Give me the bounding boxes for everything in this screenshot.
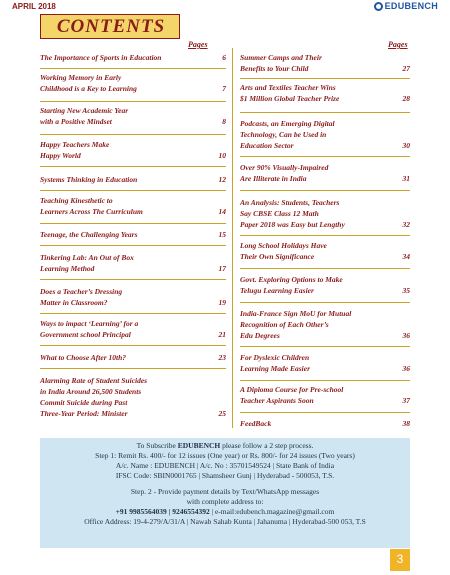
contents-banner [40,14,180,39]
toc-entry-page: 12 [218,175,226,184]
toc-entry-title: Arts and Textiles Teacher Wins $1 Million Global Teacher Prize [240,83,340,103]
pages-header-right: Pages [388,40,408,49]
toc-entry-page: 37 [402,396,410,405]
toc-entry-title: Summer Camps and Their Benefits to Your Child [240,53,322,73]
toc-entry-title: What to Choose After 10th? [40,353,126,362]
toc-entry-title: Teenage, the Challenging Years [40,230,138,239]
toc-entry-page: 38 [402,419,410,428]
toc-divider [240,268,410,269]
subscribe-intro-brand: EDUBENCH [177,441,221,450]
toc-entry-title: Starting New Academic Year with a Positive Mindset [40,106,129,126]
toc-divider [40,223,226,224]
subscribe-intro [40,441,410,451]
subscribe-step1: Step 1: Remit Rs. 400/- for 12 issues (One year) or Rs. 800/- for 24 issues (Two years) [95,451,355,460]
brand-name: EDUBENCH [384,1,438,11]
toc-entry[interactable] [40,52,226,63]
toc-entry-page: 35 [402,286,410,295]
subscription-panel [40,438,410,548]
toc-divider [40,101,226,102]
toc-entry-title: Podcasts, an Emerging Digital Technology, Can be Used in Education Sector [240,119,335,150]
toc-entry-page: 28 [402,94,410,103]
toc-entry-title: Alarming Rate of Student Suicides in India Around 26,500 Students Commit Suicide during Past Three-Year Period: Minister [40,376,148,418]
toc-entry-page: 27 [402,64,410,73]
toc-entry-page: 19 [218,298,226,307]
toc-entry-page: 17 [218,264,226,273]
subscribe-step2-line2: with complete address to: [186,497,264,506]
toc-divider [240,412,410,413]
toc-entry[interactable] [240,308,410,341]
toc-entry[interactable] [240,82,410,104]
toc-entry-title: Working Memory in Early Childhood is a Key to Learning [40,73,137,93]
subscribe-ifsc: IFSC Code: SBIN0001765 | Shamsheer Gunj | Hyderabad - 500053, T.S. [115,471,335,480]
toc-entry-page: 34 [402,252,410,261]
subscribe-intro-post: please follow a 2 step process. [220,441,314,450]
toc-entry[interactable] [240,162,410,184]
toc-entry-title: Over 90% Visually-Impaired Are Illiterate in India [240,163,329,183]
toc-entry-title: Ways to impact ‘Learning’ for a Government school Principal [40,319,139,339]
toc-entry[interactable] [240,240,410,262]
toc-entry-title: Tinkering Lab: An Out of Box Learning Method [40,253,134,273]
toc-divider [240,78,410,79]
toc-entry-page: 14 [218,207,226,216]
subscribe-phones[interactable]: +91 9985564039 | 9246554392 [115,507,210,516]
toc-entry[interactable] [240,384,410,406]
toc-entry-page: 15 [218,230,226,239]
subscribe-account: A/c. Name : EDUBENCH | A/c. No : 35701549524 | State Bank of India [115,461,335,470]
column-divider [232,48,233,428]
toc-entry[interactable] [40,105,226,127]
toc-entry-page: 32 [402,220,410,229]
toc-entry-page: 31 [402,174,410,183]
toc-entry-title: Govt. Exploring Options to Make Telugu Learning Easier [240,275,343,295]
toc-divider [40,368,226,369]
subscribe-office: Office Address: 19-4-279/A/31/A | Nawab Sahab Kunta | Jahanuma | Hyderabad-500 053, T.S [84,517,366,526]
toc-entry[interactable] [40,174,226,185]
toc-entry-page: 25 [218,409,226,418]
toc-entry-title: An Analysis: Students, Teachers Say CBSE Class 12 Math Paper 2018 was Easy but Lengthy [240,198,345,229]
toc-entry-page: 21 [218,330,226,339]
toc-entry[interactable] [240,274,410,296]
toc-entry[interactable] [240,197,410,230]
toc-entry-title: Teaching Kinesthetic to Learners Across The Curriculum [40,196,143,216]
toc-entry-page: 8 [222,117,226,126]
toc-entry[interactable] [40,286,226,308]
toc-entry[interactable] [240,418,410,429]
toc-entry-title: Happy Teachers Make Happy World [40,140,110,160]
toc-divider [40,245,226,246]
toc-divider [40,313,226,314]
toc-divider [40,345,226,346]
toc-entry-title: FeedBack [240,419,272,428]
toc-entry[interactable] [240,52,410,74]
toc-entry-page: 7 [222,84,226,93]
toc-entry[interactable] [40,318,226,340]
toc-divider [40,166,226,167]
toc-divider [240,190,410,191]
page-header [0,0,450,15]
brand-logo [374,1,438,11]
toc-entry-page: 30 [402,141,410,150]
toc-entry[interactable] [40,352,226,363]
toc-entry-title: Long School Holidays Have Their Own Significance [240,241,327,261]
issue-date: APRIL 2018 [12,2,56,11]
toc-divider [240,156,410,157]
toc-divider [40,134,226,135]
toc-entry-page: 23 [218,353,226,362]
toc-entry-title: Systems Thinking in Education [40,175,138,184]
toc-entry-page: 36 [402,331,410,340]
subscribe-contact [40,507,410,517]
toc-entry[interactable] [40,252,226,274]
subscribe-email[interactable]: | e-mail:edubench.magazine@gmail.com [209,507,335,516]
toc-entry[interactable] [40,72,226,94]
toc-entry-title: India-France Sign MoU for Mutual Recognition of Each Other’s Edu Degrees [240,309,352,340]
toc-entry[interactable] [240,352,410,374]
toc-divider [40,68,226,69]
toc-divider [40,190,226,191]
toc-entry-title: Does a Teacher’s Dressing Matter in Classroom? [40,287,123,307]
toc-divider [240,380,410,381]
page-number-badge [390,549,410,571]
brand-logo-icon [374,2,383,11]
toc-entry[interactable] [240,118,410,151]
toc-entry-title: For Dyslexic Children Learning Made Easier [240,353,311,373]
toc-divider [240,302,410,303]
toc-entry-title: A Diploma Course for Pre-school Teacher Aspirants Soon [240,385,344,405]
toc-entry-page: 10 [218,151,226,160]
toc-entry-page: 36 [402,364,410,373]
toc-divider [40,279,226,280]
toc-entry-title: The Importance of Sports in Education [40,53,162,62]
toc-divider [240,112,410,113]
pages-header-left: Pages [188,40,208,49]
toc-entry[interactable] [40,195,226,217]
page-number: 3 [396,552,404,566]
toc-divider [240,235,410,236]
toc-entry[interactable] [40,139,226,161]
toc-entry-page: 6 [222,53,226,62]
subscribe-intro-pre: To Subscribe [136,441,178,450]
toc-entry[interactable] [40,375,226,419]
contents-title: CONTENTS [56,16,166,37]
toc-divider [240,346,410,347]
subscribe-step2-line1: Step. 2 - Provide payment details by Text/WhatsApp messages [130,487,320,496]
toc-entry[interactable] [40,229,226,240]
